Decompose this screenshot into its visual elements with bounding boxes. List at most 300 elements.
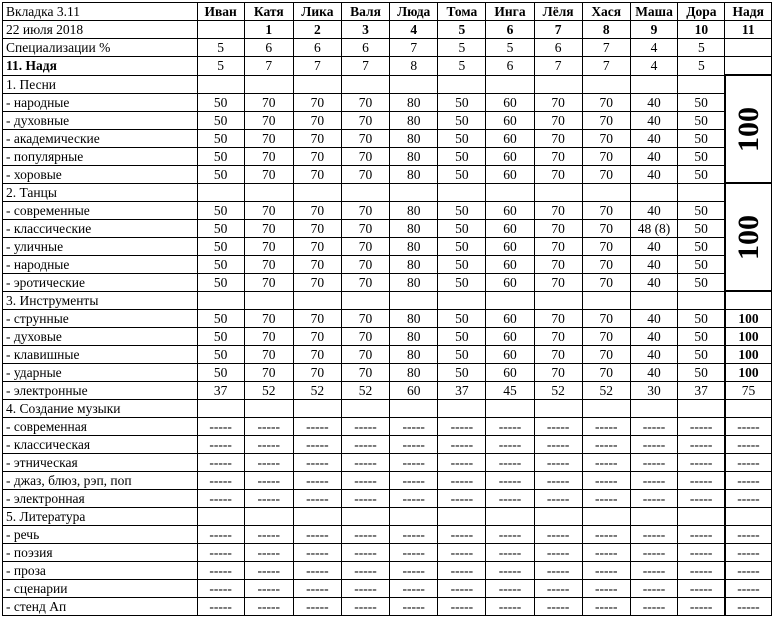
value-cell: 80 bbox=[390, 165, 438, 183]
value-cell: 50 bbox=[438, 237, 486, 255]
value-cell: 70 bbox=[534, 165, 582, 183]
empty-cell bbox=[438, 75, 486, 93]
column-name: Надя bbox=[725, 3, 772, 21]
value-cell: 70 bbox=[582, 346, 630, 364]
row-label: - классическая bbox=[3, 436, 198, 454]
value-cell: 70 bbox=[341, 346, 389, 364]
value-cell: ----- bbox=[244, 454, 293, 472]
value-cell: 70 bbox=[534, 219, 582, 237]
value-cell: ----- bbox=[582, 544, 630, 562]
empty-cell bbox=[582, 75, 630, 93]
column-number: 4 bbox=[390, 21, 438, 39]
value-cell: ----- bbox=[390, 472, 438, 490]
value-cell: ----- bbox=[486, 418, 534, 436]
value-cell: ----- bbox=[582, 562, 630, 580]
empty-cell bbox=[293, 400, 341, 418]
table-row bbox=[3, 490, 772, 508]
value-cell: ----- bbox=[390, 490, 438, 508]
value-cell: ----- bbox=[341, 472, 389, 490]
value-cell bbox=[725, 57, 772, 76]
column-name: Тома bbox=[438, 3, 486, 21]
value-cell: 70 bbox=[582, 201, 630, 219]
value-cell: 7 bbox=[341, 57, 389, 76]
table-row bbox=[3, 237, 772, 255]
value-cell: 70 bbox=[293, 147, 341, 165]
value-cell: 50 bbox=[438, 147, 486, 165]
empty-cell bbox=[341, 291, 389, 310]
row-label: - современная bbox=[3, 418, 198, 436]
empty-cell bbox=[678, 75, 725, 93]
value-cell: 40 bbox=[630, 328, 678, 346]
column-name: Лика bbox=[293, 3, 341, 21]
empty-cell bbox=[678, 400, 725, 418]
value-cell: ----- bbox=[341, 418, 389, 436]
value-cell: ----- bbox=[534, 598, 582, 616]
table-row bbox=[3, 436, 772, 454]
empty-cell bbox=[197, 75, 244, 93]
value-cell: ----- bbox=[438, 436, 486, 454]
empty-cell bbox=[534, 183, 582, 201]
value-cell: 70 bbox=[341, 165, 389, 183]
value-cell: ----- bbox=[197, 544, 244, 562]
value-cell: ----- bbox=[534, 454, 582, 472]
value-cell: ----- bbox=[293, 580, 341, 598]
value-cell: 70 bbox=[244, 273, 293, 291]
value-cell: ----- bbox=[534, 580, 582, 598]
value-cell: 70 bbox=[244, 201, 293, 219]
value-cell: ----- bbox=[341, 598, 389, 616]
value-cell: 52 bbox=[582, 382, 630, 400]
value-cell: ----- bbox=[293, 490, 341, 508]
value-cell: 100 bbox=[725, 310, 772, 328]
value-cell: 50 bbox=[197, 273, 244, 291]
value-cell: ----- bbox=[293, 436, 341, 454]
table-row bbox=[3, 219, 772, 237]
row-label: - поэзия bbox=[3, 544, 198, 562]
column-number: 8 bbox=[582, 21, 630, 39]
value-cell: ----- bbox=[630, 598, 678, 616]
value-cell: 80 bbox=[390, 111, 438, 129]
table-row bbox=[3, 129, 772, 147]
empty-cell bbox=[197, 508, 244, 526]
column-number: 1 bbox=[244, 21, 293, 39]
row-label: - академические bbox=[3, 129, 198, 147]
value-cell bbox=[725, 39, 772, 57]
empty-cell bbox=[438, 291, 486, 310]
value-cell: 70 bbox=[341, 219, 389, 237]
value-cell: ----- bbox=[725, 544, 772, 562]
empty-cell bbox=[438, 400, 486, 418]
value-cell: 40 bbox=[630, 93, 678, 111]
value-cell: 4 bbox=[630, 39, 678, 57]
value-cell: 50 bbox=[197, 328, 244, 346]
value-cell: 50 bbox=[438, 129, 486, 147]
table-row bbox=[3, 364, 772, 382]
value-cell: ----- bbox=[244, 598, 293, 616]
section-title-row bbox=[3, 400, 772, 418]
value-cell: ----- bbox=[197, 562, 244, 580]
value-cell: ----- bbox=[197, 490, 244, 508]
row-label: - народные bbox=[3, 93, 198, 111]
empty-cell bbox=[486, 183, 534, 201]
table-row bbox=[3, 382, 772, 400]
value-cell: 37 bbox=[197, 382, 244, 400]
value-cell: 50 bbox=[678, 201, 725, 219]
section-title: 5. Литература bbox=[3, 508, 198, 526]
total-100-value: 100 bbox=[731, 106, 765, 152]
value-cell: 70 bbox=[244, 111, 293, 129]
value-cell: 70 bbox=[534, 364, 582, 382]
value-cell: 5 bbox=[678, 57, 725, 76]
row-label: 11. Надя bbox=[3, 57, 198, 76]
value-cell: 50 bbox=[197, 310, 244, 328]
table-row bbox=[3, 598, 772, 616]
row-label: - популярные bbox=[3, 147, 198, 165]
value-cell: 70 bbox=[341, 364, 389, 382]
section-title-row bbox=[3, 291, 772, 310]
value-cell: 40 bbox=[630, 364, 678, 382]
empty-cell bbox=[293, 75, 341, 93]
column-number: 2 bbox=[293, 21, 341, 39]
value-cell: 60 bbox=[486, 147, 534, 165]
value-cell: 50 bbox=[197, 111, 244, 129]
value-cell: 50 bbox=[438, 165, 486, 183]
table-row bbox=[3, 255, 772, 273]
column-name: Маша bbox=[630, 3, 678, 21]
value-cell: ----- bbox=[725, 580, 772, 598]
value-cell: ----- bbox=[630, 418, 678, 436]
value-cell: ----- bbox=[630, 472, 678, 490]
row-label: - электронные bbox=[3, 382, 198, 400]
value-cell: 60 bbox=[486, 346, 534, 364]
column-number: 9 bbox=[630, 21, 678, 39]
table-row bbox=[3, 454, 772, 472]
value-cell: 70 bbox=[341, 310, 389, 328]
empty-cell bbox=[678, 291, 725, 310]
value-cell: ----- bbox=[244, 472, 293, 490]
value-cell: 70 bbox=[582, 129, 630, 147]
value-cell: ----- bbox=[725, 526, 772, 544]
table-row bbox=[3, 201, 772, 219]
value-cell: ----- bbox=[582, 598, 630, 616]
value-cell: ----- bbox=[293, 454, 341, 472]
row-label: - уличные bbox=[3, 237, 198, 255]
empty-cell bbox=[438, 508, 486, 526]
value-cell: 40 bbox=[630, 201, 678, 219]
value-cell: ----- bbox=[678, 490, 725, 508]
nadya-row bbox=[3, 57, 772, 76]
value-cell: 50 bbox=[197, 129, 244, 147]
value-cell: 50 bbox=[197, 165, 244, 183]
value-cell: 50 bbox=[438, 364, 486, 382]
value-cell: ----- bbox=[341, 454, 389, 472]
value-cell: 40 bbox=[630, 129, 678, 147]
value-cell: ----- bbox=[390, 580, 438, 598]
value-cell: ----- bbox=[438, 526, 486, 544]
table-row bbox=[3, 562, 772, 580]
value-cell: ----- bbox=[725, 418, 772, 436]
value-cell: ----- bbox=[725, 490, 772, 508]
value-cell: 60 bbox=[486, 165, 534, 183]
value-cell: ----- bbox=[678, 544, 725, 562]
value-cell: 80 bbox=[390, 346, 438, 364]
value-cell: 7 bbox=[582, 57, 630, 76]
value-cell: 70 bbox=[244, 129, 293, 147]
value-cell: 70 bbox=[293, 237, 341, 255]
row-label: - джаз, блюз, рэп, поп bbox=[3, 472, 198, 490]
date-label: 22 июля 2018 bbox=[3, 21, 198, 39]
column-number: 5 bbox=[438, 21, 486, 39]
table-row bbox=[3, 472, 772, 490]
row-label: - эротические bbox=[3, 273, 198, 291]
total-100-value: 100 bbox=[731, 214, 765, 260]
value-cell: ----- bbox=[486, 454, 534, 472]
value-cell: 70 bbox=[341, 93, 389, 111]
value-cell: 40 bbox=[630, 237, 678, 255]
empty-cell bbox=[293, 291, 341, 310]
value-cell: ----- bbox=[197, 580, 244, 598]
value-cell: 70 bbox=[534, 111, 582, 129]
value-cell: 50 bbox=[678, 273, 725, 291]
column-number bbox=[197, 21, 244, 39]
value-cell: 37 bbox=[678, 382, 725, 400]
empty-cell bbox=[197, 183, 244, 201]
value-cell: 30 bbox=[630, 382, 678, 400]
value-cell: ----- bbox=[534, 490, 582, 508]
column-number: 3 bbox=[341, 21, 389, 39]
value-cell: ----- bbox=[630, 454, 678, 472]
row-label: - духовые bbox=[3, 328, 198, 346]
value-cell: 40 bbox=[630, 255, 678, 273]
value-cell: 60 bbox=[390, 382, 438, 400]
value-cell: 50 bbox=[197, 255, 244, 273]
value-cell: 6 bbox=[341, 39, 389, 57]
value-cell: ----- bbox=[630, 562, 678, 580]
section-title: 1. Песни bbox=[3, 75, 198, 93]
value-cell: 50 bbox=[438, 328, 486, 346]
value-cell: ----- bbox=[582, 436, 630, 454]
column-number: 11 bbox=[725, 21, 772, 39]
value-cell: 60 bbox=[486, 111, 534, 129]
value-cell: 70 bbox=[534, 310, 582, 328]
value-cell: ----- bbox=[293, 598, 341, 616]
value-cell: 50 bbox=[438, 219, 486, 237]
empty-cell bbox=[244, 508, 293, 526]
value-cell: 100 bbox=[725, 346, 772, 364]
value-cell: 52 bbox=[293, 382, 341, 400]
empty-cell bbox=[534, 75, 582, 93]
value-cell: 60 bbox=[486, 93, 534, 111]
value-cell: ----- bbox=[582, 580, 630, 598]
value-cell: ----- bbox=[534, 526, 582, 544]
value-cell: 80 bbox=[390, 328, 438, 346]
value-cell: 52 bbox=[341, 382, 389, 400]
value-cell: ----- bbox=[678, 436, 725, 454]
value-cell: 50 bbox=[678, 255, 725, 273]
value-cell: ----- bbox=[582, 454, 630, 472]
value-cell: 50 bbox=[197, 364, 244, 382]
column-name: Люда bbox=[390, 3, 438, 21]
value-cell: ----- bbox=[486, 580, 534, 598]
value-cell: 70 bbox=[293, 165, 341, 183]
empty-cell bbox=[293, 508, 341, 526]
value-cell: 70 bbox=[582, 165, 630, 183]
value-cell: 50 bbox=[678, 237, 725, 255]
value-cell: 70 bbox=[293, 129, 341, 147]
empty-cell bbox=[582, 400, 630, 418]
value-cell: ----- bbox=[534, 544, 582, 562]
value-cell: 7 bbox=[582, 39, 630, 57]
value-cell: 50 bbox=[438, 273, 486, 291]
value-cell: 70 bbox=[534, 201, 582, 219]
value-cell: 70 bbox=[244, 147, 293, 165]
empty-cell bbox=[725, 508, 772, 526]
value-cell: ----- bbox=[630, 526, 678, 544]
value-cell: 80 bbox=[390, 129, 438, 147]
table-row bbox=[3, 93, 772, 111]
empty-cell bbox=[390, 183, 438, 201]
value-cell: ----- bbox=[582, 526, 630, 544]
section-title: 2. Танцы bbox=[3, 183, 198, 201]
value-cell: 70 bbox=[582, 237, 630, 255]
value-cell: 7 bbox=[534, 57, 582, 76]
tab-label: Вкладка 3.11 bbox=[3, 3, 198, 21]
specialization-row bbox=[3, 39, 772, 57]
value-cell: 6 bbox=[293, 39, 341, 57]
table-row bbox=[3, 346, 772, 364]
value-cell: 70 bbox=[244, 346, 293, 364]
value-cell: ----- bbox=[678, 454, 725, 472]
value-cell: ----- bbox=[725, 436, 772, 454]
table-row bbox=[3, 418, 772, 436]
value-cell: ----- bbox=[486, 472, 534, 490]
row-label: - ударные bbox=[3, 364, 198, 382]
value-cell: 50 bbox=[678, 147, 725, 165]
value-cell: 80 bbox=[390, 310, 438, 328]
value-cell: 70 bbox=[534, 273, 582, 291]
empty-cell bbox=[534, 400, 582, 418]
value-cell: 80 bbox=[390, 93, 438, 111]
empty-cell bbox=[725, 291, 772, 310]
value-cell: ----- bbox=[630, 580, 678, 598]
value-cell: 7 bbox=[390, 39, 438, 57]
value-cell: 70 bbox=[293, 255, 341, 273]
value-cell: 50 bbox=[438, 310, 486, 328]
value-cell: ----- bbox=[534, 436, 582, 454]
value-cell: 50 bbox=[678, 165, 725, 183]
value-cell: 70 bbox=[244, 328, 293, 346]
value-cell: 50 bbox=[438, 93, 486, 111]
value-cell: ----- bbox=[678, 598, 725, 616]
value-cell: ----- bbox=[293, 526, 341, 544]
value-cell: ----- bbox=[678, 472, 725, 490]
column-name: Инга bbox=[486, 3, 534, 21]
column-name: Валя bbox=[341, 3, 389, 21]
value-cell: 80 bbox=[390, 273, 438, 291]
value-cell: 100 bbox=[725, 328, 772, 346]
empty-cell bbox=[390, 508, 438, 526]
value-cell: ----- bbox=[582, 490, 630, 508]
section-title-row bbox=[3, 508, 772, 526]
table-row bbox=[3, 111, 772, 129]
empty-cell bbox=[341, 508, 389, 526]
value-cell: 5 bbox=[678, 39, 725, 57]
column-name: Дора bbox=[678, 3, 725, 21]
row-label: - стенд Ап bbox=[3, 598, 198, 616]
value-cell: 50 bbox=[678, 364, 725, 382]
row-label: - струнные bbox=[3, 310, 198, 328]
value-cell: 70 bbox=[341, 129, 389, 147]
value-cell: 70 bbox=[341, 111, 389, 129]
empty-cell bbox=[630, 183, 678, 201]
value-cell: 70 bbox=[293, 328, 341, 346]
value-cell: 70 bbox=[244, 255, 293, 273]
value-cell: ----- bbox=[630, 490, 678, 508]
empty-cell bbox=[390, 291, 438, 310]
value-cell: 70 bbox=[582, 255, 630, 273]
column-number: 6 bbox=[486, 21, 534, 39]
column-number: 10 bbox=[678, 21, 725, 39]
value-cell: 4 bbox=[630, 57, 678, 76]
value-cell: 80 bbox=[390, 201, 438, 219]
value-cell: ----- bbox=[197, 436, 244, 454]
value-cell: 80 bbox=[390, 237, 438, 255]
empty-cell bbox=[244, 183, 293, 201]
empty-cell bbox=[582, 291, 630, 310]
value-cell: ----- bbox=[341, 526, 389, 544]
value-cell: 5 bbox=[438, 57, 486, 76]
value-cell: 70 bbox=[341, 147, 389, 165]
header-numbers-row bbox=[3, 21, 772, 39]
column-name: Иван bbox=[197, 3, 244, 21]
row-label: - клавишные bbox=[3, 346, 198, 364]
value-cell: ----- bbox=[390, 436, 438, 454]
empty-cell bbox=[244, 291, 293, 310]
empty-cell bbox=[341, 183, 389, 201]
value-cell: 6 bbox=[244, 39, 293, 57]
row-label: - духовные bbox=[3, 111, 198, 129]
empty-cell bbox=[341, 75, 389, 93]
value-cell: 70 bbox=[341, 237, 389, 255]
value-cell: ----- bbox=[534, 418, 582, 436]
value-cell: ----- bbox=[438, 472, 486, 490]
value-cell: 52 bbox=[244, 382, 293, 400]
value-cell: 70 bbox=[582, 364, 630, 382]
value-cell: 40 bbox=[630, 310, 678, 328]
value-cell: ----- bbox=[630, 436, 678, 454]
header-names-row bbox=[3, 3, 772, 21]
value-cell: 52 bbox=[534, 382, 582, 400]
value-cell: 5 bbox=[197, 39, 244, 57]
value-cell: 70 bbox=[244, 237, 293, 255]
empty-cell bbox=[534, 291, 582, 310]
value-cell: 50 bbox=[678, 346, 725, 364]
row-label: - электронная bbox=[3, 490, 198, 508]
value-cell: ----- bbox=[341, 544, 389, 562]
value-cell: 40 bbox=[630, 273, 678, 291]
value-cell: ----- bbox=[293, 544, 341, 562]
value-cell: 80 bbox=[390, 364, 438, 382]
value-cell: 37 bbox=[438, 382, 486, 400]
value-cell: ----- bbox=[293, 472, 341, 490]
value-cell: 50 bbox=[678, 129, 725, 147]
value-cell: 50 bbox=[438, 201, 486, 219]
value-cell: 60 bbox=[486, 328, 534, 346]
value-cell: ----- bbox=[244, 418, 293, 436]
row-label: Специализации % bbox=[3, 39, 198, 57]
row-label: - проза bbox=[3, 562, 198, 580]
value-cell: 40 bbox=[630, 111, 678, 129]
